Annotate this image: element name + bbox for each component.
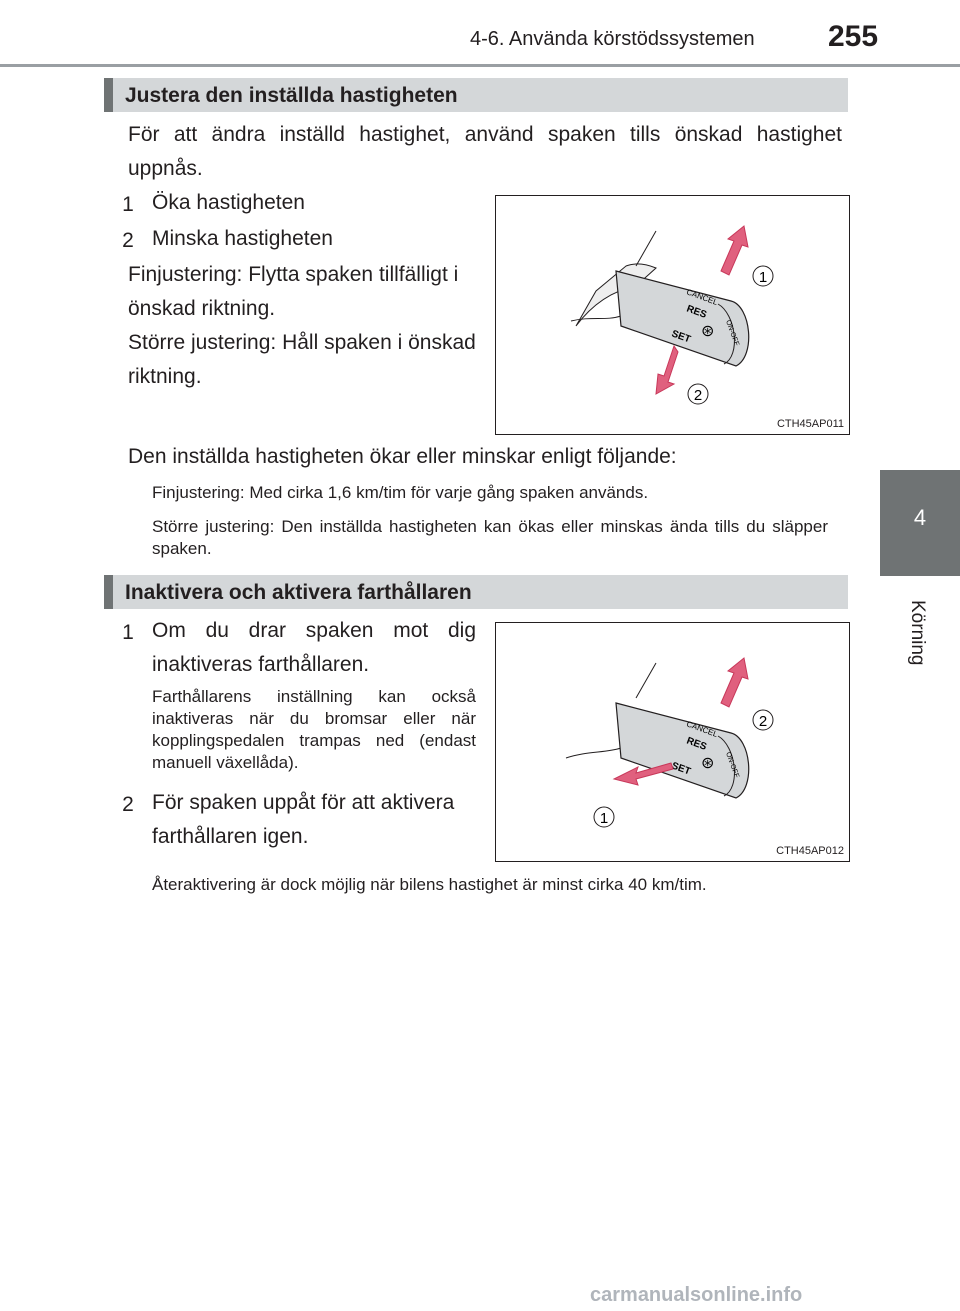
watermark: carmanualsonline.info bbox=[590, 1284, 803, 1306]
step-number-1b: 1 bbox=[122, 621, 134, 644]
callout-2: 2 bbox=[693, 387, 703, 404]
set-label: SET bbox=[669, 328, 693, 346]
header-divider bbox=[0, 64, 960, 67]
callout-1b: 1 bbox=[599, 810, 609, 827]
cruise-lever-illustration-2 bbox=[496, 623, 849, 861]
arrow-up-2 bbox=[721, 658, 748, 707]
item-increase-speed: Öka hastigheten bbox=[152, 191, 305, 214]
step-number-2b: 2 bbox=[122, 793, 134, 816]
note-coarse: Större justering: Den inställda hastigheten kan ökas eller minskas ända tills du släpper spaken. bbox=[152, 517, 828, 558]
set-label-2: SET bbox=[669, 760, 693, 778]
fine-adjustment-text: Finjustering: Flytta spaken tillfälligt i önskad riktning. bbox=[128, 263, 459, 320]
item-disable-cruise: Om du drar spaken mot dig inaktiveras farthållaren. bbox=[152, 619, 476, 676]
callout-1: 1 bbox=[758, 269, 768, 286]
res-label: RES bbox=[684, 303, 709, 321]
res-label-2: RES bbox=[684, 735, 709, 753]
coarse-adjustment-text: Större justering: Håll spaken i önskad riktning. bbox=[128, 331, 476, 388]
step-number-2: 2 bbox=[122, 229, 134, 252]
arrow-up-1 bbox=[721, 226, 748, 275]
arrow-down-2 bbox=[656, 346, 678, 394]
figure-code-1: CTH45AP011 bbox=[776, 418, 844, 430]
cruise-lever-illustration bbox=[496, 196, 849, 434]
figure-code-2: CTH45AP012 bbox=[776, 845, 844, 857]
cancel-label: CANCEL bbox=[685, 287, 719, 307]
page-number: 255 bbox=[828, 20, 879, 53]
chapter-number: 4 bbox=[913, 505, 927, 530]
svg-text:⊛: ⊛ bbox=[701, 755, 715, 772]
note-fine: Finjustering: Med cirka 1,6 km/tim för varje gång spaken används. bbox=[152, 483, 649, 502]
section-heading-adjust-speed: Justera den inställda hastigheten bbox=[104, 78, 848, 112]
cancel-label-2: CANCEL bbox=[685, 719, 719, 739]
section-heading-toggle-cruise: Inaktivera och aktivera farthållaren bbox=[104, 575, 848, 609]
lever-figure-2 bbox=[495, 622, 850, 862]
step-number-1: 1 bbox=[122, 193, 134, 216]
item-enable-cruise: För spaken uppåt för att aktivera farthållaren igen. bbox=[152, 791, 455, 848]
intro-paragraph: För att ändra inställd hastighet, använd spaken tills önskad hastighet uppnås. bbox=[128, 123, 842, 180]
note-disable: Farthållarens inställning kan också inaktiveras när du bromsar eller när kopplingspedalen trampas ned (endast manuell växellåda). bbox=[152, 687, 476, 772]
section-title: 4-6. Använda körstödssystemen bbox=[470, 28, 755, 50]
onoff-label-2: ON-OFF bbox=[724, 751, 740, 779]
onoff-label: ON-OFF bbox=[724, 319, 740, 347]
item-decrease-speed: Minska hastigheten bbox=[152, 227, 333, 250]
lever-figure-1 bbox=[495, 195, 850, 435]
summary-text: Den inställda hastigheten ökar eller minskar enligt följande: bbox=[128, 445, 677, 468]
reactivation-note: Återaktivering är dock möjlig när bilens hastighet är minst cirka 40 km/tim. bbox=[152, 875, 707, 894]
callout-2b: 2 bbox=[758, 713, 768, 730]
svg-text:⊛: ⊛ bbox=[701, 323, 715, 340]
chapter-label: Körning bbox=[907, 600, 928, 666]
